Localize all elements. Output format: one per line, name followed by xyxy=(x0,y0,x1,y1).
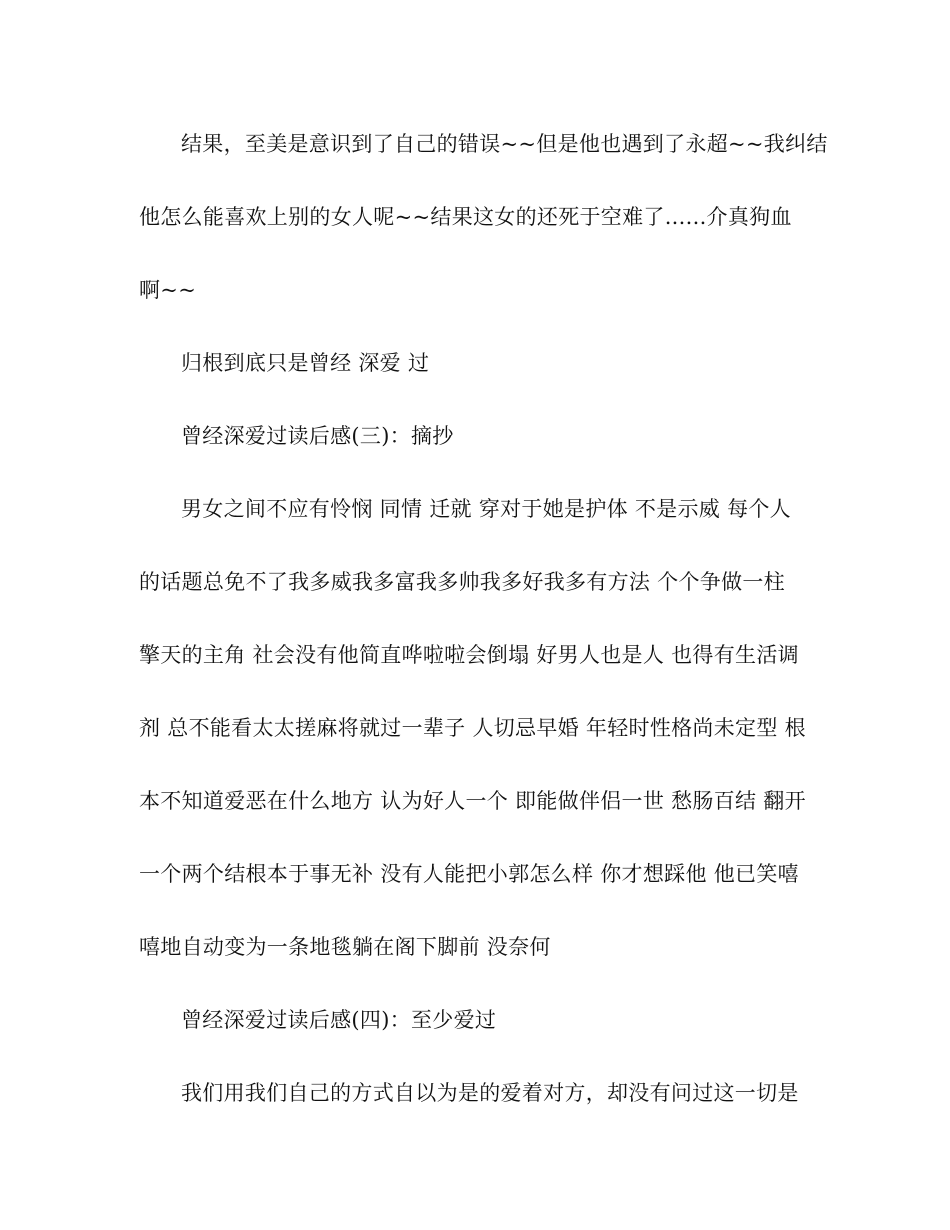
section-heading: 曾经深爱过读后感(四)：至少爱过 xyxy=(181,1008,497,1032)
paragraph-line: 剂 总不能看太太搓麻将就过一辈子 人切忌早婚 年轻时性格尚未定型 根 xyxy=(139,716,806,740)
paragraph-line: 的话题总免不了我多威我多富我多帅我多好我多有方法 个个争做一柱 xyxy=(139,570,785,594)
paragraph-line: 啊~~ xyxy=(139,278,197,302)
paragraph-line: 嘻地自动变为一条地毯躺在阁下脚前 没奈何 xyxy=(139,935,551,959)
paragraph-line: 擎天的主角 社会没有他简直哗啦啦会倒塌 好男人也是人 也得有生活调 xyxy=(139,643,799,667)
paragraph-line: 男女之间不应有怜悯 同情 迁就 穿对于她是护体 不是示威 每个人 xyxy=(181,497,791,521)
section-heading: 曾经深爱过读后感(三)：摘抄 xyxy=(181,424,454,448)
paragraph-line: 一个两个结根本于事无补 没有人能把小郭怎么样 你才想踩他 他已笑嘻 xyxy=(139,862,799,886)
paragraph-line: 本不知道爱恶在什么地方 认为好人一个 即能做伴侣一世 愁肠百结 翻开 xyxy=(139,789,806,813)
paragraph-line: 结果，至美是意识到了自己的错误~~但是他也遇到了永超~~我纠结 xyxy=(181,132,828,156)
paragraph-line: 我们用我们自己的方式自以为是的爱着对方，却没有问过这一切是 xyxy=(181,1081,799,1105)
paragraph-line: 归根到底只是曾经 深爱 过 xyxy=(181,351,430,375)
paragraph-line: 他怎么能喜欢上别的女人呢~~结果这女的还死于空难了......介真狗血 xyxy=(139,205,792,229)
